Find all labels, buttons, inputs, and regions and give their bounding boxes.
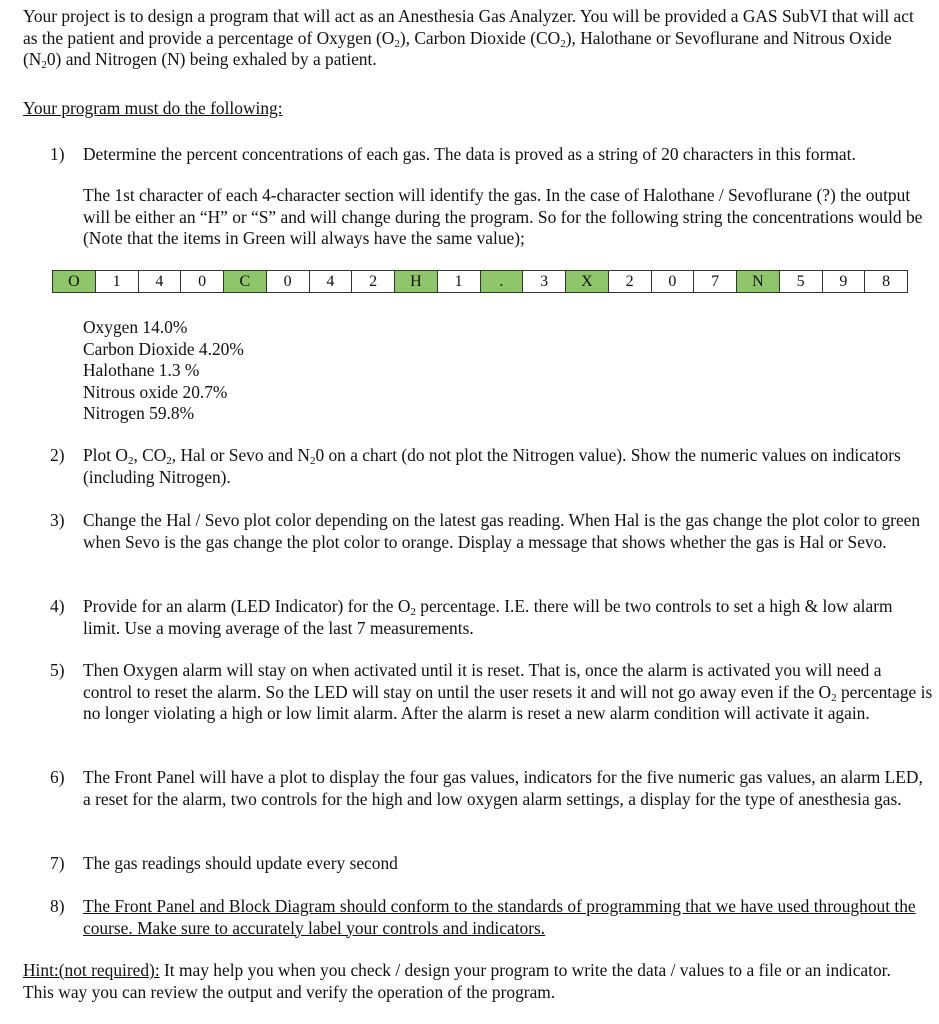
item-text-part: , Hal or Sevo and N	[171, 445, 310, 465]
list-item-1	[50, 144, 934, 166]
string-cell: X	[566, 271, 609, 292]
intro-text-2: ), Carbon Dioxide (CO	[399, 27, 561, 48]
gas-string-table	[52, 270, 908, 293]
concentration-nitrogen: Nitrogen 59.8%	[83, 403, 195, 423]
string-cell: 5	[780, 271, 823, 292]
concentration-list	[83, 317, 483, 425]
string-cell: 2	[352, 271, 395, 292]
intro-paragraph	[23, 6, 928, 71]
item-text: The Front Panel and Block Diagram should conform to the standards of programming that we have used throughout the course. Make sure to accurately label your controls and indicators.	[83, 896, 916, 938]
string-cell: N	[737, 271, 780, 292]
subscript: 2	[831, 691, 837, 704]
item-text-part: percentage. I.E. there will be two controls to set a high & low alarm limit. Use a moving average of the last 7 measurements.	[83, 596, 893, 638]
concentration-oxygen: Oxygen 14.0%	[83, 317, 188, 337]
string-cell: 9	[823, 271, 866, 292]
string-cell: 4	[310, 271, 353, 292]
string-cell: 1	[96, 271, 139, 292]
string-cell: 3	[523, 271, 566, 292]
item-text	[83, 445, 934, 488]
item-number: 5)	[50, 660, 65, 680]
concentration-carbon-dioxide: Carbon Dioxide 4.20%	[83, 338, 244, 359]
string-cell: .	[481, 271, 524, 292]
hint-paragraph	[23, 960, 923, 1003]
intro-text-3: ), Halothane or Sevoflurane and Nitrous Oxide (N	[23, 27, 892, 69]
list-item-6	[50, 767, 934, 810]
list-item-8	[50, 896, 934, 939]
list-item-5	[50, 660, 934, 725]
item-number: 4)	[50, 596, 65, 616]
string-cell: 0	[181, 271, 224, 292]
subscript: 2	[127, 455, 134, 467]
item-text-part: 0 on a chart (do not plot the Nitrogen value). Show the numeric values on indicators (including Nitrogen).	[83, 445, 901, 487]
item-text: The gas readings should update every second	[83, 853, 398, 873]
o2-subscript: 2	[394, 37, 400, 50]
item-number: 3)	[50, 510, 65, 530]
hint-text: It may help you when you check / design your program to write the data / values to a file or an indicator. This way you can review the output and verify the operation of the program.	[23, 960, 891, 1002]
string-cell: 4	[139, 271, 182, 292]
list-item-4	[50, 596, 934, 639]
string-cell: O	[53, 271, 96, 292]
item-text: Change the Hal / Sevo plot color depending on the latest gas reading. When Hal is the gas change the plot color to green when Sevo is the gas change the plot color to orange. Display a message that shows whether the gas is Hal or Sevo.	[83, 510, 921, 552]
string-cell: 7	[694, 271, 737, 292]
intro-text-1: Your project is to design a program that will act as an Anesthesia Gas Analyzer. You will be provided a GAS SubVI that will act as the patient and provide a percentage of Oxygen (O	[23, 6, 914, 48]
list-item-3	[50, 510, 934, 553]
string-cell: 8	[865, 271, 907, 292]
subscript: 2	[166, 455, 172, 467]
list-item-7	[50, 853, 934, 875]
subscript: 2	[410, 606, 416, 618]
string-cell: C	[224, 271, 267, 292]
item-number: 1)	[50, 144, 65, 164]
item-text-part: Plot O	[83, 445, 128, 465]
item-text-part: Then Oxygen alarm will stay on when activated until it is reset. That is, once the alarm is activated you will need a control to reset the alarm. So the LED will stay on until the user resets it and will not go away even if the O	[83, 660, 882, 702]
string-cell: H	[395, 271, 438, 292]
item-text	[83, 660, 934, 725]
item-text	[83, 596, 934, 639]
item-text-part: , CO	[133, 445, 167, 465]
item-number: 2)	[50, 445, 65, 465]
item-text-part: Provide for an alarm (LED Indicator) for the O	[83, 596, 411, 616]
subscript: 2	[309, 455, 316, 467]
item-text: Determine the percent concentrations of each gas. The data is proved as a string of 20 characters in this format.	[83, 144, 856, 164]
item-text-part: percentage is no longer violating a high or low limit alarm. After the alarm is reset a new alarm condition will activate it again.	[83, 681, 933, 723]
concentration-halothane: Halothane 1.3 %	[83, 360, 200, 380]
string-cell: 0	[267, 271, 310, 292]
list-item-2	[50, 445, 934, 488]
item-number: 7)	[50, 853, 65, 873]
co2-subscript: 2	[560, 37, 566, 50]
item1-format-paragraph: The 1st character of each 4-character section will identify the gas. In the case of Halothane / Sevoflurane (?) the output will be either an “H” or “S” and will change during the program. So for the following string the concentrations would be (Note that the items in Green will always have the same value);	[83, 185, 923, 248]
section-heading: Your program must do the following:	[23, 98, 283, 118]
string-cell: 2	[609, 271, 652, 292]
hint-label: Hint:(not required):	[23, 960, 160, 980]
n2o-subscript: 2	[41, 59, 47, 71]
string-cell: 0	[652, 271, 695, 292]
item-number: 8)	[50, 896, 65, 916]
intro-text-4: 0) and Nitrogen (N) being exhaled by a patient.	[46, 49, 377, 69]
string-cell: 1	[438, 271, 481, 292]
concentration-nitrous-oxide: Nitrous oxide 20.7%	[83, 381, 228, 402]
item-text: The Front Panel will have a plot to display the four gas values, indicators for the five numeric gas values, an alarm LED, a reset for the alarm, two controls for the high and low oxygen alarm settings, a display for the type of anesthesia gas.	[83, 767, 923, 809]
item-number: 6)	[50, 767, 65, 787]
